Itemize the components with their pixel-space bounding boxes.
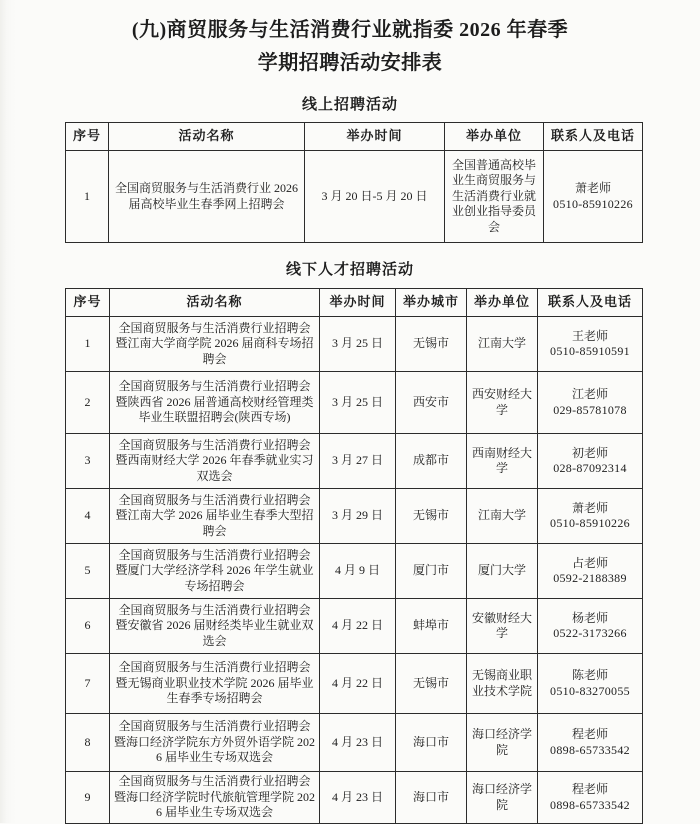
contact-phone: 0898-65733542 [550, 742, 630, 757]
online-table-header-row [66, 123, 643, 151]
cell-organizer: 西安财经大学 [467, 372, 538, 434]
cell-activity-name: 全国商贸服务与生活消费行业招聘会暨江南大学商学院 2026 届商科专场招聘会 [110, 317, 320, 372]
cell-activity-name: 全国商贸服务与生活消费行业招聘会暨西南财经大学 2026 年春季就业实习双选会 [110, 434, 320, 489]
table-row [66, 714, 643, 772]
cell-city: 蚌埠市 [396, 599, 467, 654]
contact-phone: 0510-85910226 [553, 196, 633, 211]
cell-contact [538, 317, 643, 372]
cell-no: 5 [66, 544, 110, 599]
col-header-contact: 联系人及电话 [538, 289, 643, 317]
cell-no: 9 [66, 772, 110, 824]
cell-time: 4 月 22 日 [320, 599, 396, 654]
cell-activity-name: 全国商贸服务与生活消费行业招聘会暨江南大学 2026 届毕业生春季大型招聘会 [110, 489, 320, 544]
cell-organizer: 厦门大学 [467, 544, 538, 599]
cell-time: 4 月 22 日 [320, 654, 396, 714]
cell-contact [538, 372, 643, 434]
cell-no: 7 [66, 654, 110, 714]
cell-contact [538, 544, 643, 599]
col-header-organizer: 举办单位 [445, 123, 544, 151]
col-header-activity-name: 活动名称 [109, 123, 305, 151]
table-row [66, 151, 643, 243]
cell-city: 无锡市 [396, 489, 467, 544]
contact-name: 初老师 [571, 445, 608, 460]
cell-organizer: 江南大学 [467, 489, 538, 544]
contact-name: 陈老师 [571, 668, 608, 683]
cell-activity-name: 全国商贸服务与生活消费行业招聘会暨无锡商业职业技术学院 2026 届毕业生春季专场招聘会 [110, 654, 320, 714]
contact-name: 占老师 [571, 555, 608, 570]
table-row [66, 434, 643, 489]
col-header-activity-name: 活动名称 [110, 289, 320, 317]
cell-no: 4 [66, 489, 110, 544]
page-title-line-1: (九)商贸服务与生活消费行业就指委 2026 年春季 [131, 19, 569, 41]
cell-time: 3 月 25 日 [320, 317, 396, 372]
table-row [66, 772, 643, 824]
cell-no: 2 [66, 372, 110, 434]
col-header-time: 举办时间 [305, 123, 445, 151]
cell-city: 海口市 [396, 714, 467, 772]
contact-name: 王老师 [571, 328, 608, 343]
cell-no: 8 [66, 714, 110, 772]
cell-activity-name: 全国商贸服务与生活消费行业招聘会暨厦门大学经济学科 2026 年学生就业专场招聘会 [110, 544, 320, 599]
contact-name: 程老师 [571, 727, 608, 742]
table-row [66, 317, 643, 372]
table-row [66, 654, 643, 714]
contact-name: 杨老师 [571, 610, 608, 625]
cell-contact [538, 714, 643, 772]
contact-phone: 028-87092314 [553, 461, 627, 475]
col-header-city: 举办城市 [396, 289, 467, 317]
cell-no: 1 [66, 151, 109, 243]
cell-time: 3 月 27 日 [320, 434, 396, 489]
table-row [66, 372, 643, 434]
offline-table-header-row [66, 289, 643, 317]
online-section-heading: 线上招聘活动 [301, 96, 398, 113]
contact-name: 萧老师 [571, 500, 608, 515]
online-recruitment-table [65, 122, 643, 243]
cell-city: 成都市 [396, 434, 467, 489]
col-header-no: 序号 [66, 123, 109, 151]
contact-phone: 0898-65733542 [550, 797, 630, 812]
contact-name: 萧老师 [574, 181, 611, 196]
cell-organizer: 安徽财经大学 [467, 599, 538, 654]
cell-activity-name: 全国商贸服务与生活消费行业招聘会暨安徽省 2026 届财经类毕业生就业双选会 [110, 599, 320, 654]
col-header-contact: 联系人及电话 [544, 123, 643, 151]
col-header-time: 举办时间 [320, 289, 396, 317]
cell-time: 4 月 23 日 [320, 772, 396, 824]
cell-contact [544, 151, 643, 243]
cell-no: 1 [66, 317, 110, 372]
cell-organizer: 江南大学 [467, 317, 538, 372]
cell-city: 无锡市 [396, 317, 467, 372]
cell-contact [538, 772, 643, 824]
cell-contact [538, 654, 643, 714]
cell-organizer: 全国普通高校毕业生商贸服务与生活消费行业就业创业指导委员会 [445, 151, 544, 243]
cell-contact [538, 434, 643, 489]
table-row [66, 544, 643, 599]
offline-section-heading: 线下人才招聘活动 [285, 261, 414, 278]
contact-phone: 0510-83270055 [550, 683, 630, 698]
cell-organizer: 海口经济学院 [467, 714, 538, 772]
cell-time: 4 月 23 日 [320, 714, 396, 772]
table-row [66, 599, 643, 654]
page-title-line-2: 学期招聘活动安排表 [257, 52, 443, 74]
cell-activity-name: 全国商贸服务与生活消费行业招聘会暨海口经济学院东方外贸外语学院 2026 届毕业生专场双选会 [110, 714, 320, 772]
contact-name: 程老师 [571, 782, 608, 797]
cell-no: 3 [66, 434, 110, 489]
offline-recruitment-table [65, 288, 643, 824]
table-row [66, 489, 643, 544]
cell-activity-name: 全国商贸服务与生活消费行业招聘会暨海口经济学院时代旅航管理学院 2026 届毕业生专场双选会 [110, 772, 320, 824]
col-header-no: 序号 [66, 289, 110, 317]
page-title [0, 14, 700, 80]
cell-time: 3 月 25 日 [320, 372, 396, 434]
cell-contact [538, 599, 643, 654]
cell-time: 3 月 20 日-5 月 20 日 [305, 151, 445, 243]
cell-organizer: 西南财经大学 [467, 434, 538, 489]
contact-phone: 029-85781078 [553, 402, 627, 417]
cell-city: 厦门市 [396, 544, 467, 599]
cell-city: 西安市 [396, 372, 467, 434]
cell-time: 3 月 29 日 [320, 489, 396, 544]
col-header-organizer: 举办单位 [467, 289, 538, 317]
contact-phone: 0510-85910591 [550, 344, 630, 358]
cell-city: 无锡市 [396, 654, 467, 714]
contact-name: 江老师 [571, 387, 608, 402]
cell-time: 4 月 9 日 [320, 544, 396, 599]
cell-organizer: 无锡商业职业技术学院 [467, 654, 538, 714]
contact-phone: 0592-2188389 [553, 571, 627, 585]
contact-phone: 0510-85910226 [550, 516, 630, 530]
cell-contact [538, 489, 643, 544]
cell-activity-name: 全国商贸服务与生活消费行业招聘会暨陕西省 2026 届普通高校财经管理类毕业生联盟招聘会(陕西专场) [110, 372, 320, 434]
cell-city: 海口市 [396, 772, 467, 824]
cell-activity-name: 全国商贸服务与生活消费行业 2026 届高校毕业生春季网上招聘会 [109, 151, 305, 243]
contact-phone: 0522-3173266 [553, 626, 627, 640]
cell-organizer: 海口经济学院 [467, 772, 538, 824]
cell-no: 6 [66, 599, 110, 654]
